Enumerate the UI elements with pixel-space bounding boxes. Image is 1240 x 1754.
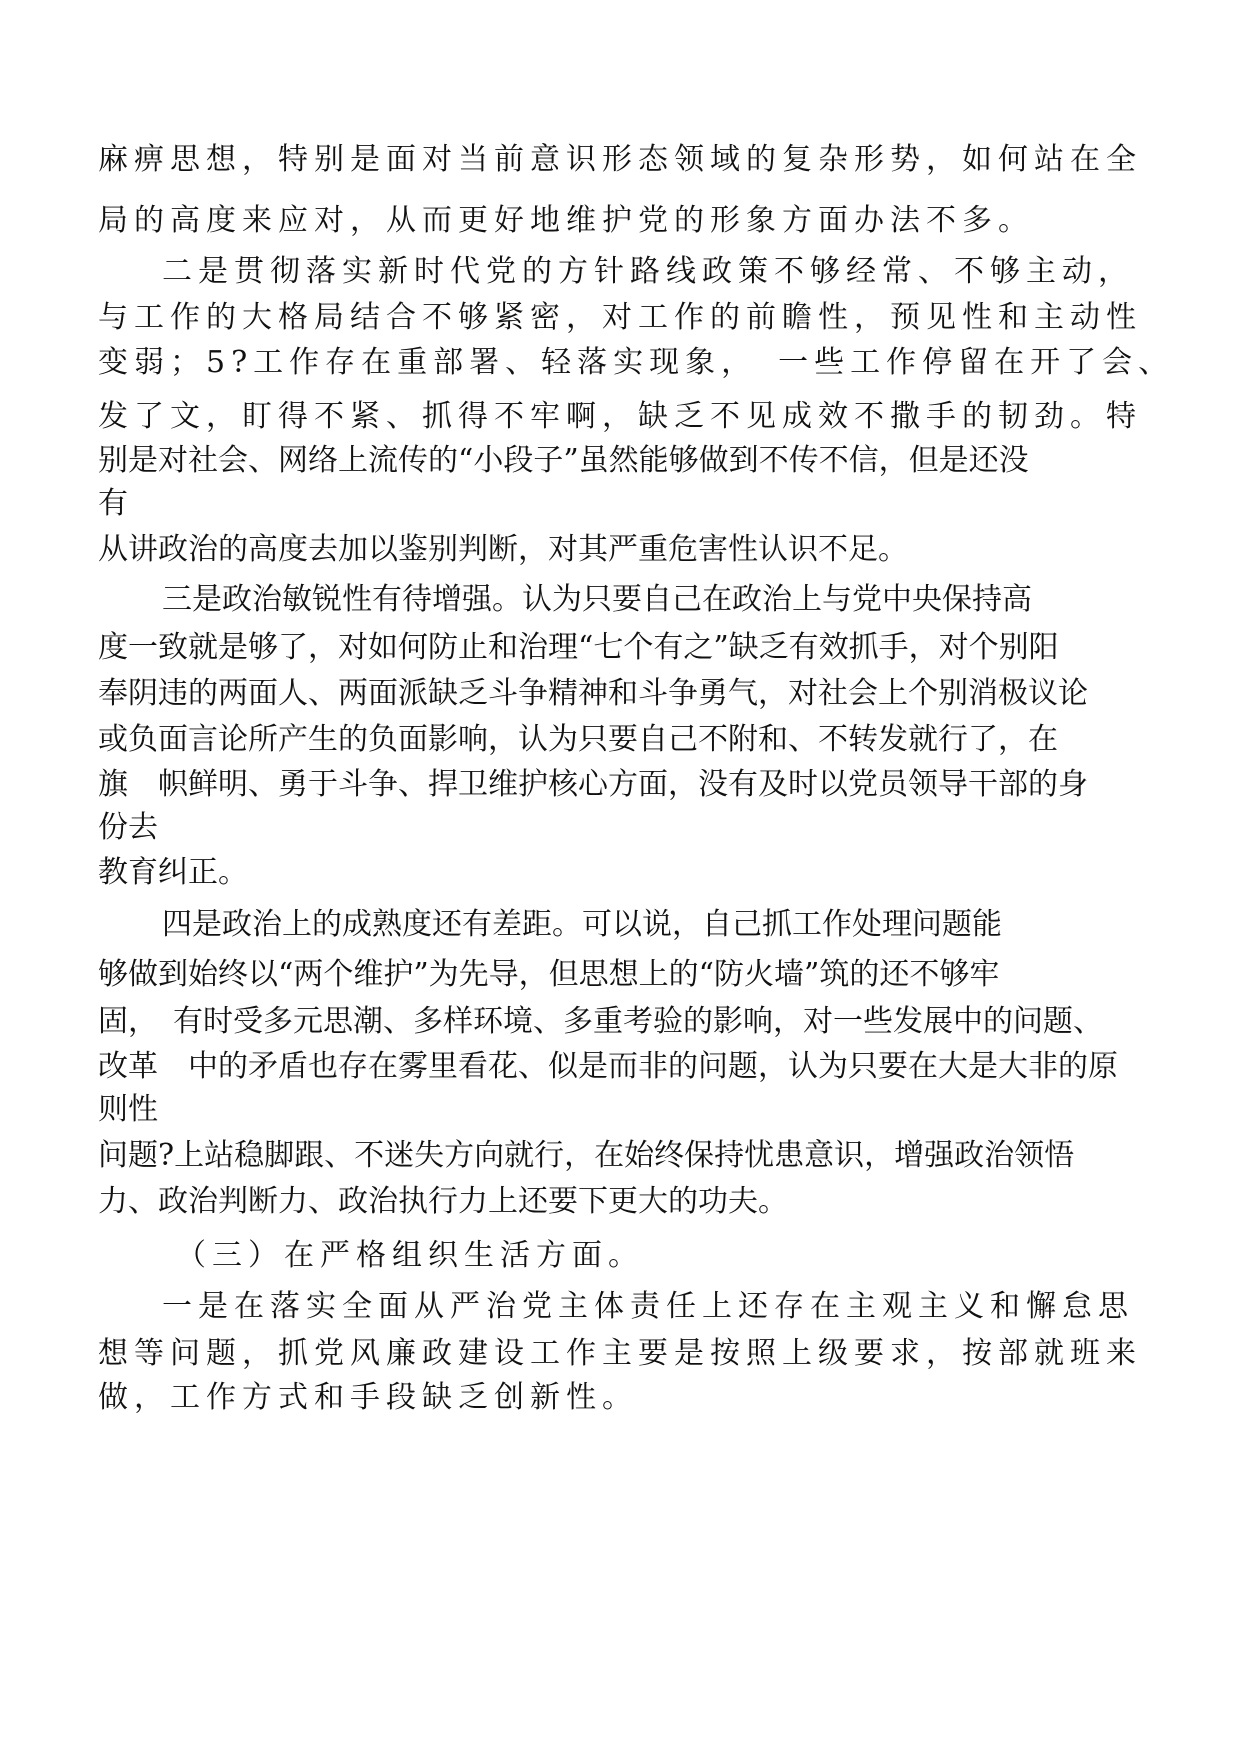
text-line-4: 与工作的大格局结合不够紧密，对工作的前瞻性，预见性和主动性	[98, 300, 1142, 335]
text-line-18: 够做到始终以“两个维护”为先导，但思想上的“防火墙”筑的还不够牢	[98, 957, 1000, 992]
text-line-16: 教育纠正。	[98, 855, 248, 890]
text-line-23: 力、政治判断力、政治执行力上还要下更大的功夫。	[98, 1184, 788, 1219]
text-line-19: 固， 有时受多元思潮、多样环境、多重考验的影响，对一些发展中的问题、	[98, 1004, 1103, 1039]
text-line-5: 变弱；5?工作存在重部署、轻落实现象， 一些工作停留在开了会、	[98, 345, 1175, 380]
text-line-9: 从讲政治的高度去加以鉴别判断，对其严重危害性认识不足。	[98, 532, 908, 567]
text-line-26: 想等问题，抓党风廉政建设工作主要是按照上级要求，按部就班来	[98, 1336, 1142, 1371]
text-line-13: 或负面言论所产生的负面影响，认为只要自己不附和、不转发就行了，在	[98, 722, 1058, 757]
text-line-12: 奉阴违的两面人、两面派缺乏斗争精神和斗争勇气，对社会上个别消极议论	[98, 676, 1088, 711]
text-line-11: 度一致就是够了，对如何防止和治理“七个有之”缺乏有效抓手，对个别阳	[98, 630, 1059, 665]
text-line-22: 问题?上站稳脚跟、不迷失方向就行，在始终保持忧患意识，增强政治领悟	[98, 1138, 1075, 1173]
text-line-20: 改革 中的矛盾也存在雾里看花、似是而非的问题，认为只要在大是大非的原	[98, 1049, 1118, 1084]
text-line-14: 旗 帜鲜明、勇于斗争、捍卫维护核心方面，没有及时以党员领导干部的身	[98, 767, 1088, 802]
text-line-8: 有	[98, 486, 128, 521]
text-line-21: 则性	[98, 1092, 158, 1127]
text-line-10: 三是政治敏锐性有待增强。认为只要自己在政治上与党中央保持高	[162, 582, 1032, 617]
text-line-15: 份去	[98, 810, 158, 845]
text-line-17: 四是政治上的成熟度还有差距。可以说，自己抓工作处理问题能	[162, 907, 1002, 942]
text-line-1: 麻痹思想，特别是面对当前意识形态领域的复杂形势，如何站在全	[98, 142, 1142, 177]
text-line-3: 二是贯彻落实新时代党的方针路线政策不够经常、不够主动，	[162, 254, 1134, 289]
text-line-25: 一是在落实全面从严治党主体责任上还存在主观主义和懈怠思	[162, 1289, 1134, 1324]
text-line-27: 做，工作方式和手段缺乏创新性。	[98, 1380, 638, 1415]
section-heading: （三）在严格组织生活方面。	[176, 1238, 644, 1273]
text-line-6: 发了文，盯得不紧、抓得不牢啊，缺乏不见成效不撒手的韧劲。特	[98, 399, 1142, 434]
text-line-2: 局的高度来应对，从而更好地维护党的形象方面办法不多。	[98, 203, 1034, 238]
text-line-7: 别是对社会、网络上流传的“小段子”虽然能够做到不传不信，但是还没	[98, 443, 1029, 478]
